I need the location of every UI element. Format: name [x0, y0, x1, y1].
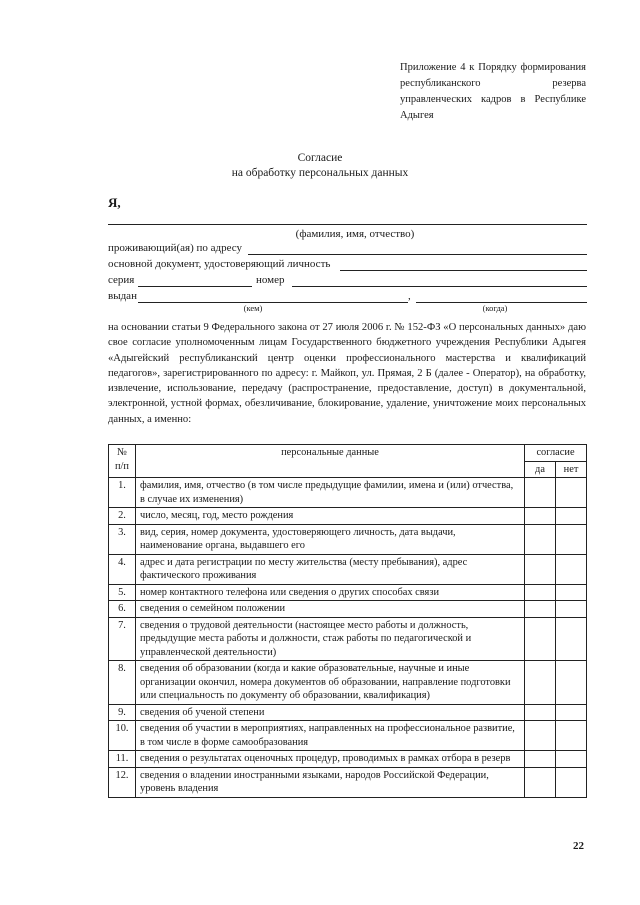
row-number: 5.	[109, 584, 136, 601]
consent-no-cell[interactable]	[556, 704, 587, 721]
consent-no-cell[interactable]	[556, 617, 587, 661]
row-text: сведения о семейном положении	[136, 601, 525, 618]
consent-no-cell[interactable]	[556, 661, 587, 705]
row-text: число, месяц, год, место рождения	[136, 508, 525, 525]
consent-no-cell[interactable]	[556, 478, 587, 508]
address-line[interactable]	[248, 254, 587, 255]
page-number: 22	[573, 840, 584, 852]
row-number: 11.	[109, 751, 136, 768]
table-header-row	[109, 445, 587, 462]
consent-yes-cell[interactable]	[525, 751, 556, 768]
consent-yes-cell[interactable]	[525, 524, 556, 554]
when-hint: (когда)	[482, 303, 508, 313]
consent-no-cell[interactable]	[556, 524, 587, 554]
title-line-1: Согласие	[297, 152, 343, 164]
table-row	[109, 704, 587, 721]
table-body	[109, 478, 587, 798]
series-line[interactable]	[138, 286, 252, 287]
table-row	[109, 661, 587, 705]
consent-yes-cell[interactable]	[525, 721, 556, 751]
consent-yes-cell[interactable]	[525, 617, 556, 661]
row-text: сведения о результатах оценочных процедур, проводимых в рамках отбора в резерв	[136, 751, 525, 768]
consent-yes-cell[interactable]	[525, 601, 556, 618]
ya-label: Я,	[108, 195, 121, 210]
table-row	[109, 721, 587, 751]
number-line[interactable]	[292, 286, 587, 287]
table-row	[109, 751, 587, 768]
consent-no-cell[interactable]	[556, 508, 587, 525]
table-row	[109, 584, 587, 601]
col-consent-header: согласие	[525, 445, 587, 462]
fio-line[interactable]	[108, 224, 587, 225]
doc-label: основной документ, удостоверяющий личность	[108, 258, 331, 270]
consent-table	[108, 444, 587, 798]
consent-no-cell[interactable]	[556, 584, 587, 601]
table-row	[109, 508, 587, 525]
consent-no-cell[interactable]	[556, 601, 587, 618]
row-text: адрес и дата регистрации по месту жительства (месту пребывания), адрес фактического проживания	[136, 554, 525, 584]
consent-no-cell[interactable]	[556, 751, 587, 768]
table-row	[109, 617, 587, 661]
consent-yes-cell[interactable]	[525, 478, 556, 508]
row-text: сведения об ученой степени	[136, 704, 525, 721]
table-row	[109, 601, 587, 618]
row-text: номер контактного телефона или сведения о других способах связи	[136, 584, 525, 601]
table-row	[109, 767, 587, 797]
row-number: 2.	[109, 508, 136, 525]
row-number: 12.	[109, 767, 136, 797]
consent-no-cell[interactable]	[556, 554, 587, 584]
row-text: сведения об образовании (когда и какие образовательные, научные и иные организации окончил, номера документов об образовании, направление подготовки или специальность по документу об образовании, квалификация)	[136, 661, 525, 705]
consent-yes-cell[interactable]	[525, 767, 556, 797]
table-row	[109, 478, 587, 508]
table-row	[109, 554, 587, 584]
row-text: сведения о трудовой деятельности (настоящее место работы и должность, предыдущие места работы и должности, стаж работы по педагогической и управленческой деятельности)	[136, 617, 525, 661]
series-label: серия	[108, 274, 135, 286]
row-text: сведения о владении иностранными языками, народов Российской Федерации, уровень владения	[136, 767, 525, 797]
row-number: 4.	[109, 554, 136, 584]
row-text: вид, серия, номер документа, удостоверяющего личность, дата выдачи, наименование органа, выдавшего его	[136, 524, 525, 554]
row-number: 7.	[109, 617, 136, 661]
consent-yes-cell[interactable]	[525, 584, 556, 601]
row-text: сведения об участии в мероприятиях, направленных на профессиональное развитие, в том числе в форме самообразования	[136, 721, 525, 751]
row-number: 1.	[109, 478, 136, 508]
address-label: проживающий(ая) по адресу	[108, 242, 243, 254]
col-no-header: нет	[556, 461, 587, 478]
consent-yes-cell[interactable]	[525, 704, 556, 721]
by-whom-hint: (кем)	[243, 303, 263, 313]
row-number: 10.	[109, 721, 136, 751]
title-line-2: на обработку персональных данных	[231, 167, 409, 179]
consent-no-cell[interactable]	[556, 721, 587, 751]
row-number: 8.	[109, 661, 136, 705]
col-data-header: персональные данные	[136, 445, 525, 478]
row-number: 9.	[109, 704, 136, 721]
row-number: 3.	[109, 524, 136, 554]
table-row	[109, 524, 587, 554]
issued-label: выдан	[108, 290, 137, 302]
doc-line[interactable]	[340, 270, 587, 271]
col-number-header: № п/п	[109, 445, 136, 478]
consent-yes-cell[interactable]	[525, 554, 556, 584]
consent-yes-cell[interactable]	[525, 508, 556, 525]
fio-hint: (фамилия, имя, отчество)	[295, 228, 415, 240]
row-text: фамилия, имя, отчество (в том числе предыдущие фамилии, имена и (или) отчества, в случае их изменения)	[136, 478, 525, 508]
issued-comma: ,	[408, 290, 411, 302]
number-label: номер	[256, 274, 285, 286]
row-number: 6.	[109, 601, 136, 618]
consent-no-cell[interactable]	[556, 767, 587, 797]
appendix-note: Приложение 4 к Порядку формирования республиканского резерва управленческих кадров в Республике Адыгея	[400, 62, 586, 121]
col-yes-header: да	[525, 461, 556, 478]
consent-yes-cell[interactable]	[525, 661, 556, 705]
consent-paragraph: на основании статьи 9 Федерального закона от 27 июля 2006 г. № 152-ФЗ «О персональных данных» даю свое согласие уполномоченным лицам Государственного бюджетного учреждения Республики Адыгея «Адыгейский республиканский центр оценки профессионального мастерства и квалификаций педагогов», зарегистрированного по адресу: г. Майкоп, ул. Прямая, 2 Б (далее - Оператор), на обработку, извлечение, использование, передачу (распространение, предоставление, доступ) в документальной, электронной, устной формах, обезличивание, блокирование, удаление, уничтожение моих персональных данных, а именно:	[108, 322, 586, 425]
document-title	[0, 151, 640, 181]
